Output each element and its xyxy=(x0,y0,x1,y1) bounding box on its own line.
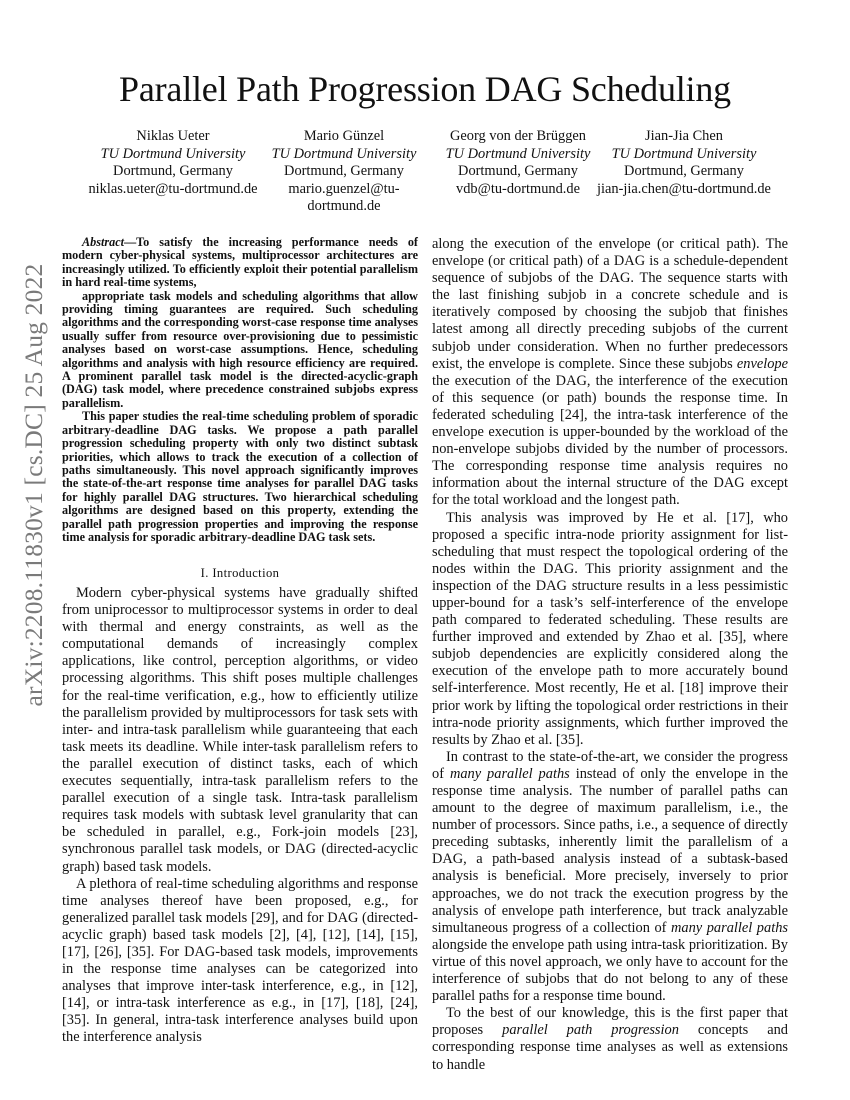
author-name: Mario Günzel xyxy=(303,128,385,144)
emphasis-text: many parallel paths xyxy=(449,765,570,782)
text-run: the execution of the DAG, the interference of the execution of this sequence (or path) bounds the response time. In federated scheduling [24], the intra-task interference of the envelope execution is upper-bounded by the workload of the non-envelope subjobs divided by the number of processors. The corresponding response time analysis requires no information about the internal structure of the DAG except for the total workload and the longest path. xyxy=(432,372,788,509)
author-block-1 xyxy=(88,128,258,198)
body-paragraph: This analysis was improved by He et al. [17], who proposed a specific intra-node priority assignment for list-scheduling that must respect the topological ordering of the nodes within the DAG. This priority assignment and the inspection of the DAG structure results in a less pessimistic upper-bound for a task’s self-interference of the envelope path compared to federated scheduling. These results are further improved and extended by Zhao et al. [35], where subjob dependencies are explicitly considered along the execution of the envelope path to more accurately bound self-interference. Most recently, He et al. [18] improve their prior work by lifting the topological order restrictions in their intra-node priority assignments, which further improved the results by Zhao et al. [35]. xyxy=(432,509,788,748)
emphasis-text: parallel path progression xyxy=(502,1022,679,1039)
author-email: jian-jia.chen@tu-dortmund.de xyxy=(597,180,771,197)
section-heading-introduction: I. Introduction xyxy=(200,566,280,580)
author-name: Georg von der Brüggen xyxy=(449,128,586,144)
author-name: Jian-Jia Chen xyxy=(645,128,723,144)
author-email: niklas.ueter@tu-dortmund.de xyxy=(88,180,258,197)
author-location: Dortmund, Germany xyxy=(624,163,744,179)
body-paragraph xyxy=(432,1005,788,1073)
left-column-body xyxy=(62,585,418,1047)
author-email: vdb@tu-dortmund.de xyxy=(456,180,580,197)
author-block-2 xyxy=(252,128,436,216)
abstract-paragraph: appropriate task models and scheduling algorithms that allow providing timing guarantees are required. Such scheduling algorithms and the corresponding worst-case response time analyses usually suffer from resource over-provisioning due to pessimistic analyses based on worst-case assumptions. Hence, scheduling algorithms and analysis with high resource efficiency are required. A prominent parallel task model is the directed-acyclic-graph (DAG) task model, where precedence constrained subjobs express parallelism. xyxy=(62,288,418,410)
text-run: To the best of our knowledge, this is the first paper that proposes xyxy=(432,1005,788,1039)
author-affiliation: TU Dortmund University xyxy=(100,145,246,162)
abstract-paragraph xyxy=(62,236,418,290)
body-paragraph: A plethora of real-time scheduling algorithms and response time analyses thereof have been proposed, e.g., for generalized parallel task models [29], and for DAG (directed-acyclic graph) based task models [2], [4], [12], [14], [15], [17], [26], [35]. For DAG-based task models, improvements in the response time analyses can be categorized into analyses that improve inter-task interference, e.g., in [12], [14], or intra-task interference as e.g., in [17], [18], [24], [35]. In general, intra-task interference analyses build upon the interference analysis xyxy=(62,875,418,1046)
text-run: concepts and corresponding response time analyses as well as extensions to handle xyxy=(432,1022,789,1073)
abstract xyxy=(62,236,418,544)
author-location: Dortmund, Germany xyxy=(113,163,233,179)
emphasis-text: envelope xyxy=(736,355,788,372)
text-run: instead of only the envelope in the response time analysis. The number of parallel paths can amount to the degree of maximum parallelism, i.e., the number of processors. Since paths, i.e., a sequence of directly preceding subtasks, inherently limit the parallelism of a DAG, a path-based analysis instead of a subtask-based analysis is beneficial. More precisely, inversely to prior approaches, we do not track the execution progress by the analysis of envelope path interference, but track analyzable simultaneous progress of a collection of xyxy=(432,765,788,936)
emphasis-text: many parallel paths xyxy=(671,919,788,936)
author-email: mario.guenzel@tu-dortmund.de xyxy=(288,180,400,214)
author-affiliation: TU Dortmund University xyxy=(445,145,591,162)
paper-title: Parallel Path Progression DAG Scheduling xyxy=(119,69,731,109)
text-run: along the execution of the envelope (or critical path). The envelope (or critical path) of a DAG is a schedule-dependent sequence of subjobs of the DAG. The sequence starts with the last finishing subjob in a concrete schedule and is iteratively composed by choosing the subjob that finishes latest among all directly preceding subjobs of the current subjob under consideration. When no further predecessors exist, the envelope is complete. Since these subjobs xyxy=(432,236,788,372)
author-block-4 xyxy=(596,128,772,198)
author-block-3 xyxy=(436,128,600,198)
text-run: In contrast to the state-of-the-art, we consider the progress of xyxy=(432,748,788,782)
author-name: Niklas Ueter xyxy=(136,128,210,144)
abstract-text: —To satisfy the increasing performance needs of modern cyber-physical systems, multiprocessor architectures are increasingly utilized. To efficiently exploit their potential parallelism in hard real-time systems, xyxy=(62,235,418,290)
arxiv-identifier-text: arXiv:2208.11830v1 [cs.DC] 25 Aug 2022 xyxy=(19,263,48,707)
author-affiliation: TU Dortmund University xyxy=(611,145,757,162)
author-location: Dortmund, Germany xyxy=(284,163,404,179)
abstract-paragraph: This paper studies the real-time scheduling problem of sporadic arbitrary-deadline DAG tasks. We propose a path parallel progression scheduling property with only two distinct subtask priorities, which allows to track the execution of a collection of paths simultaneously. This novel approach significantly improves the state-of-the-art response time analyses for parallel DAG tasks for highly parallel DAG structures. Two hierarchical scheduling algorithms are designed based on this property, extending the parallel path progression properties and improving the response time analysis for sporadic arbitrary-deadline DAG task sets. xyxy=(62,409,418,544)
text-run: alongside the envelope path using intra-task prioritization. By virtue of this novel approach, we only have to account for the interference of subjobs that do not belong to any of these parallel paths for a response time bound. xyxy=(432,936,788,1005)
body-paragraph: Modern cyber-physical systems have gradually shifted from uniprocessor to multiprocessor systems in order to deal with thermal and energy constraints, as well as the computational demands of increasingly complex applications, like control, perception algorithms, or video processing algorithms. This shift poses multiple challenges for the real-time verification, e.g., how to efficiently utilize the parallelism provided by multiprocessors for task sets with inter- and intra-task parallelism while guaranteeing that each task meets its deadline. While inter-task parallelism refers to the parallel execution of distinct tasks, each of which executes sequentially, intra-task parallelism refers to the parallel execution of a single task. Intra-task parallelism requires task models with subtask level granularity that can be scheduled in parallel, e.g., Fork-join models [23], synchronous parallel task models, or DAG (directed-acyclic graph) based task models. xyxy=(62,585,418,875)
right-column-body xyxy=(432,236,788,1074)
author-affiliation: TU Dortmund University xyxy=(271,145,417,162)
arxiv-identifier-stamp xyxy=(4,263,64,707)
body-paragraph xyxy=(432,236,788,510)
body-paragraph xyxy=(432,749,788,1005)
abstract-label: Abstract xyxy=(82,235,124,249)
author-location: Dortmund, Germany xyxy=(458,163,578,179)
